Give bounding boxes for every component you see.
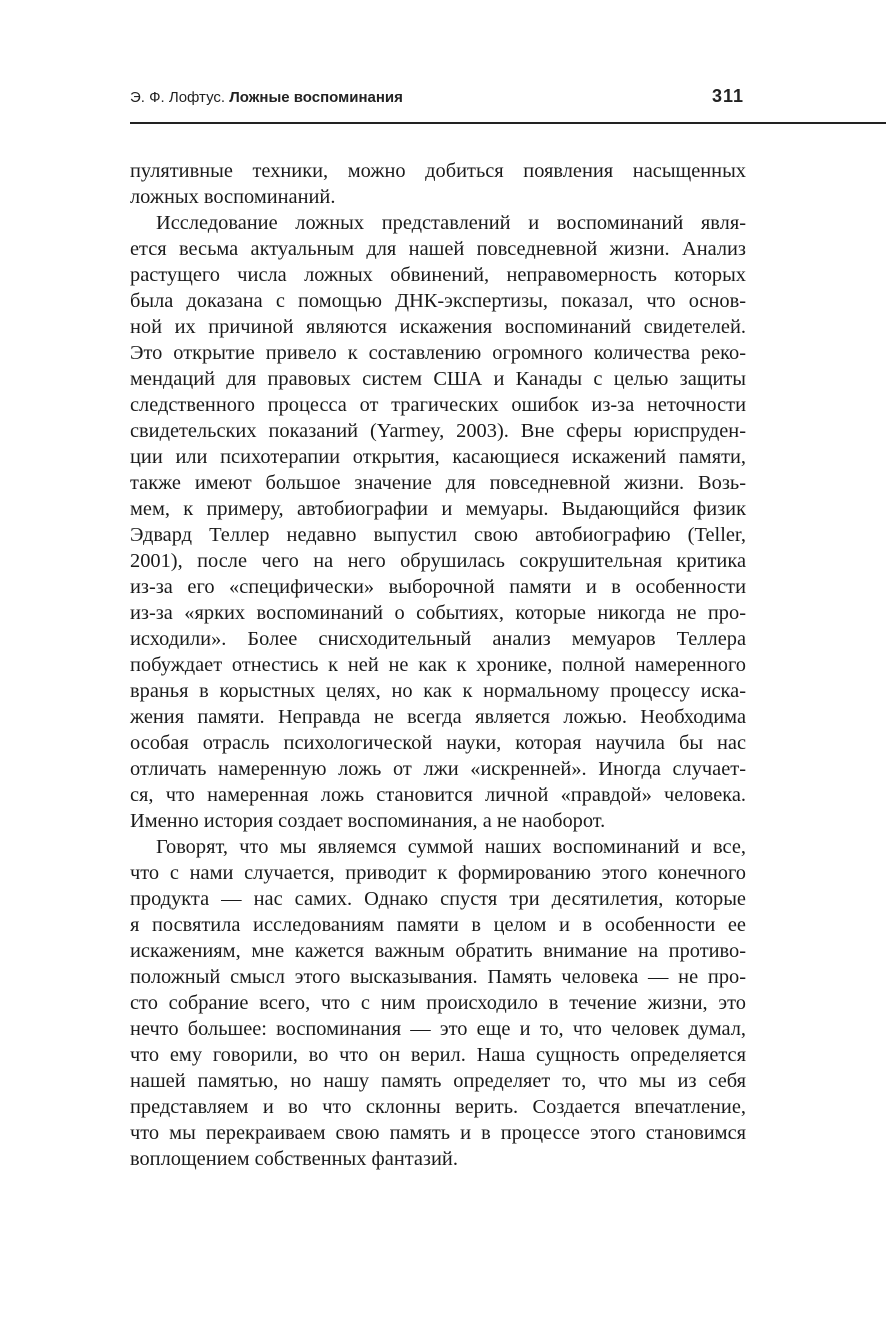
text-line: сто собрание всего, что с ним происходило в течение жизни, это bbox=[130, 992, 746, 1014]
text-line: нечто большее: воспоминания — это еще и то, что человек думал, bbox=[130, 1018, 746, 1040]
text-line: ной их причиной являются искажения воспоминаний свидетелей. bbox=[130, 316, 746, 338]
text-line: следственного процесса от трагических ошибок из-за неточности bbox=[130, 394, 746, 416]
text-line: также имеют большое значение для повседневной жизни. Возь- bbox=[130, 472, 746, 494]
text-line: что с нами случается, приводит к формированию этого конечного bbox=[130, 862, 746, 884]
running-header bbox=[130, 86, 744, 107]
text-line: положный смысл этого высказывания. Память человека — не про- bbox=[130, 966, 746, 988]
text-line: я посвятила исследованиям памяти в целом и в особенности ее bbox=[130, 914, 746, 936]
text-line: свидетельских показаний (Yarmey, 2003). Вне сферы юриспруден- bbox=[130, 420, 746, 442]
body-text bbox=[130, 158, 746, 1172]
text-line: жения памяти. Неправда не всегда является ложью. Необходима bbox=[130, 706, 746, 728]
text-line: что ему говорили, во что он верил. Наша сущность определяется bbox=[130, 1044, 746, 1066]
text-line: Это открытие привело к составлению огромного количества реко- bbox=[130, 342, 746, 364]
running-head-author: Э. Ф. Лофтус. bbox=[130, 89, 226, 106]
running-head bbox=[130, 89, 403, 106]
text-line: что мы перекраиваем свою память и в процессе этого становимся bbox=[130, 1122, 746, 1144]
text-line: особая отрасль психологической науки, которая научила бы нас bbox=[130, 732, 746, 754]
text-line: представляем и во что склонны верить. Создается впечатление, bbox=[130, 1096, 746, 1118]
text-line: продукта — нас самих. Однако спустя три десятилетия, которые bbox=[130, 888, 746, 910]
running-head-title: Ложные воспоминания bbox=[229, 89, 403, 106]
text-line: Эдвард Теллер недавно выпустил свою автобиографию (Teller, bbox=[130, 524, 746, 546]
text-line: вранья в корыстных целях, но как к нормальному процессу иска- bbox=[130, 680, 746, 702]
text-line: пулятивные техники, можно добиться появления насыщенных bbox=[130, 160, 746, 182]
text-line: нашей памятью, но нашу память определяет то, что мы из себя bbox=[130, 1070, 746, 1092]
text-line: 2001), после чего на него обрушилась сокрушительная критика bbox=[130, 550, 746, 572]
text-line: отличать намеренную ложь от лжи «искренней». Иногда случает- bbox=[130, 758, 746, 780]
text-line: была доказана с помощью ДНК-экспертизы, показал, что основ- bbox=[130, 290, 746, 312]
text-line: ется весьма актуальным для нашей повседневной жизни. Анализ bbox=[130, 238, 746, 260]
header-rule bbox=[130, 122, 886, 124]
text-line: Исследование ложных представлений и воспоминаний явля- bbox=[156, 212, 746, 234]
text-line: ции или психотерапии открытия, касающиеся искажений памяти, bbox=[130, 446, 746, 468]
text-line: ся, что намеренная ложь становится личной «правдой» человека. bbox=[130, 784, 746, 806]
text-line: Именно история создает воспоминания, а не наоборот. bbox=[130, 810, 606, 832]
text-line: воплощением собственных фантазий. bbox=[130, 1148, 458, 1170]
text-line: Говорят, что мы являемся суммой наших воспоминаний и все, bbox=[156, 836, 746, 858]
text-line: исходили». Более снисходительный анализ мемуаров Теллера bbox=[130, 628, 746, 650]
text-line: из-за «ярких воспоминаний о событиях, которые никогда не про- bbox=[130, 602, 746, 624]
text-line: искажениям, мне кажется важным обратить внимание на противо- bbox=[130, 940, 746, 962]
text-line: мендаций для правовых систем США и Канады с целью защиты bbox=[130, 368, 746, 390]
text-line: растущего числа ложных обвинений, неправомерность которых bbox=[130, 264, 746, 286]
text-line: ложных воспоминаний. bbox=[130, 186, 336, 208]
text-line: из-за его «специфически» выборочной памяти и в особенности bbox=[130, 576, 746, 598]
page-number: 311 bbox=[711, 86, 744, 106]
text-line: мем, к примеру, автобиографии и мемуары. Выдающийся физик bbox=[130, 498, 746, 520]
text-line: побуждает отнестись к ней не как к хронике, полной намеренного bbox=[130, 654, 746, 676]
